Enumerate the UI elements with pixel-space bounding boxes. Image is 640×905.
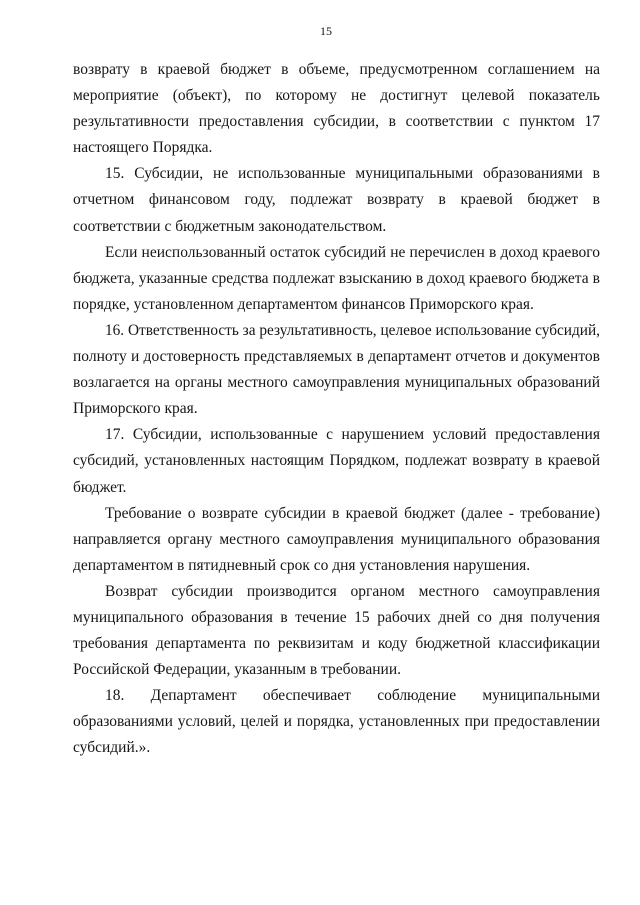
document-body — [73, 57, 600, 762]
text-line: отчетном финансовом году, подлежат возврату в краевой бюджет в — [73, 191, 600, 209]
text-line: бюджета, указанные средства подлежат взысканию в доход краевого бюджета в — [73, 269, 600, 287]
text-line: мероприятие (объект), по которому не достигнут целевой показатель — [73, 87, 600, 105]
text-line: 16. Ответственность за результативность, целевое использование субсидий, — [105, 321, 600, 339]
text-line: Российской Федерации, указанным в требовании. — [73, 661, 402, 679]
text-line: направляется органу местного самоуправления муниципального образования — [73, 530, 600, 548]
clause-16 — [73, 318, 600, 422]
text-line: департаментом в пятидневный срок со дня установления нарушения. — [73, 556, 531, 574]
clause-15 — [73, 161, 600, 239]
clause-18 — [73, 683, 600, 761]
text-line: 15. Субсидии, не использованные муниципальными образованиями в — [105, 165, 600, 183]
text-line: Приморского края. — [73, 400, 198, 418]
text-line: настоящего Порядка. — [73, 139, 213, 157]
text-line: соответствии с бюджетным законодательством. — [73, 217, 387, 235]
clause-15-paragraph-2 — [73, 240, 600, 318]
clause-17 — [73, 422, 600, 500]
text-line: результативности предоставления субсидии, в соответствии с пунктом 17 — [73, 113, 600, 131]
text-line: Возврат субсидии производится органом местного самоуправления — [105, 582, 600, 600]
text-line: возлагается на органы местного самоуправления муниципальных образований — [73, 374, 600, 392]
clause-17-paragraph-3 — [73, 579, 600, 683]
page-number: 15 — [320, 24, 332, 38]
text-line: требования департамента по реквизитам и коду бюджетной классификации — [73, 635, 600, 653]
text-line: субсидий.». — [73, 739, 151, 757]
text-line: полноту и достоверность представляемых в департамент отчетов и документов — [73, 348, 600, 366]
text-line: 18. Департамент обеспечивает соблюдение муниципальными — [105, 687, 600, 705]
text-line: образованиями условий, целей и порядка, установленных при предоставлении — [73, 713, 600, 731]
text-line: Если неиспользованный остаток субсидий не перечислен в доход краевого — [105, 243, 600, 261]
text-line: бюджет. — [73, 478, 127, 496]
text-line: возврату в краевой бюджет в объеме, предусмотренном соглашением на — [73, 61, 600, 78]
clause-17-paragraph-2 — [73, 501, 600, 579]
text-line: порядке, установленном департаментом финансов Приморского края. — [73, 295, 534, 313]
text-line: муниципального образования в течение 15 рабочих дней со дня получения — [73, 608, 600, 626]
paragraph-continuation — [73, 57, 600, 161]
text-line: 17. Субсидии, использованные с нарушением условий предоставления — [105, 426, 600, 444]
text-line: Требование о возврате субсидии в краевой бюджет (далее - требование) — [105, 504, 600, 522]
text-line: субсидий, установленных настоящим Порядком, подлежат возврату в краевой — [73, 452, 600, 470]
